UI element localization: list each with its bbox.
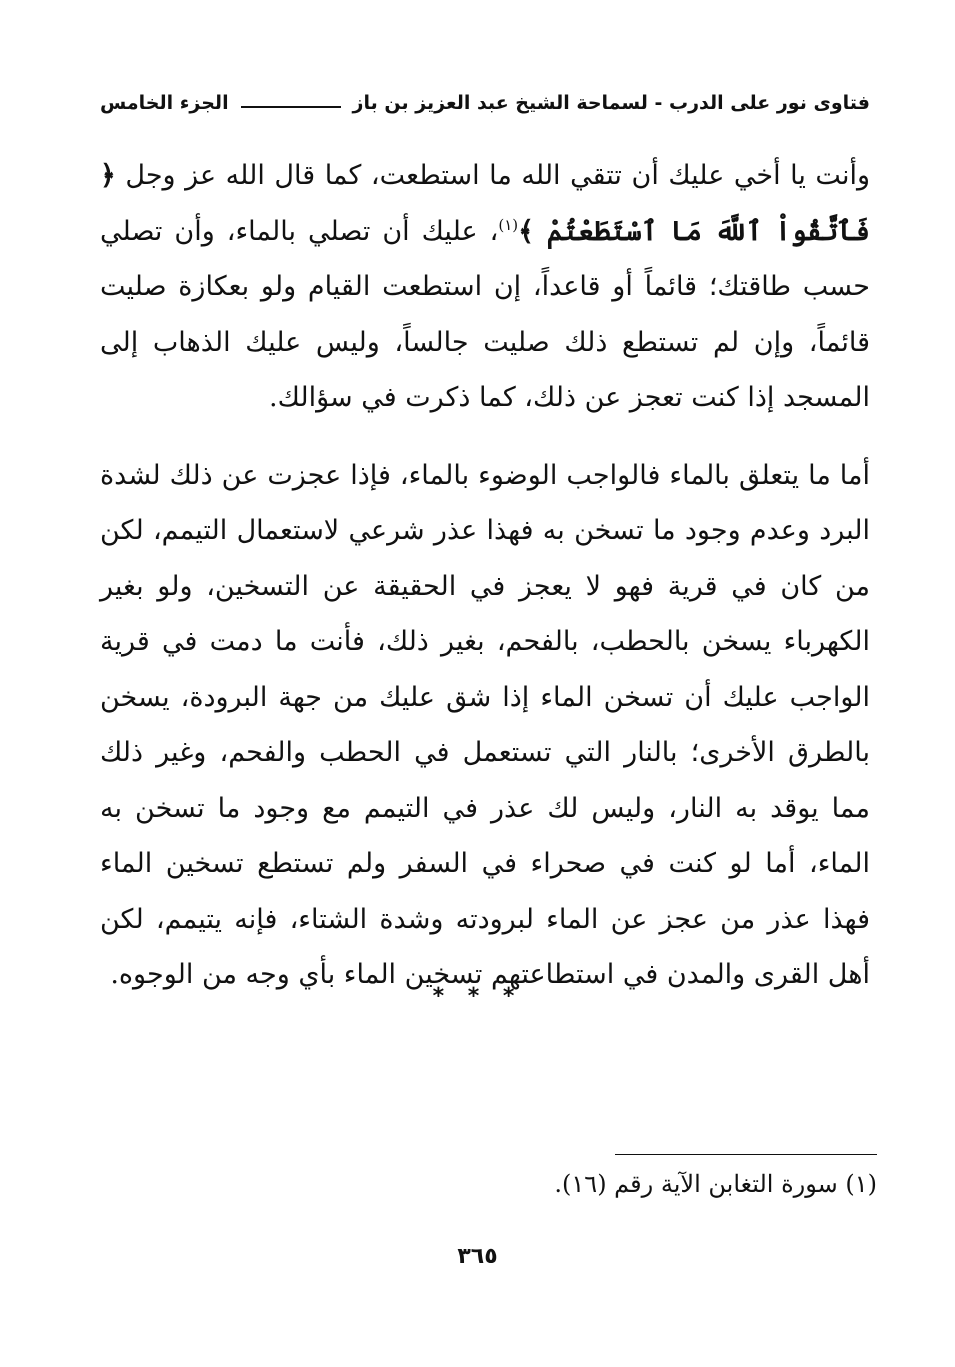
header-rule <box>241 106 341 108</box>
page-number: ٣٦٥ <box>457 1244 498 1269</box>
paragraph-1-rest: ، عليك أن تصلي بالماء، وأن تصلي حسب طاقتك؛ قائماً أو قاعداً، إن استطعت القيام ولو بعكازة صليت قائماً، وإن لم تستطع ذلك صليت جالساً، وليس عليك الذهاب إلى المسجد إذا كنت تعجز عن ذلك، كما ذكرت في سؤالك. <box>100 215 870 413</box>
volume-label: الجزء الخامس <box>100 92 229 114</box>
section-separator: * * * <box>432 984 523 1009</box>
footnote-divider <box>615 1154 877 1155</box>
footnote-reference[interactable]: (١) <box>498 215 519 234</box>
footnote: (١) سورة التغابن الآية رقم (١٦). <box>554 1170 877 1198</box>
book-title: فتاوى نور على الدرب - لسماحة الشيخ عبد العزيز بن باز <box>352 92 870 114</box>
paragraph-2: أما ما يتعلق بالماء فالواجب الوضوء بالماء، فإذا عجزت عن ذلك لشدة البرد وعدم وجود ما تسخن به فهذا عذر شرعي لاستعمال التيمم، لكن من كان في قرية فهو لا يعجز في الحقيقة عن التسخين، ولو بغير الكهرباء يسخن بالحطب، بالفحم، بغير ذلك، فأنت ما دمت في قرية الواجب عليك أن تسخن الماء إذا شق عليك من جهة البرودة، يسخن بالطرق الأخرى؛ بالنار التي تستعمل في الحطب والفحم، وغير ذلك مما يوقد به النار، وليس لك عذر في التيمم مع وجود ما تسخن به الماء، أما لو كنت في صحراء في السفر ولم تستطع تسخين الماء فهذا عذر من عجز عن الماء لبرودته وشدة الشتاء، فإنه يتيمم، لكن أهل القرى والمدن في استطاعتهم تسخين الماء بأي وجه من الوجوه. <box>100 459 870 990</box>
paragraph-1-intro: وأنت يا أخي عليك أن تتقي الله ما استطعت، كما قال الله عز وجل <box>125 160 870 191</box>
paragraph-1 <box>100 148 870 426</box>
quran-verse: ﴿ فَٱتَّقُواْ ٱللَّهَ مَا ٱسْتَطَعْتُمْ ﴾ <box>100 160 870 247</box>
running-header <box>100 86 870 120</box>
main-text <box>100 148 870 1003</box>
